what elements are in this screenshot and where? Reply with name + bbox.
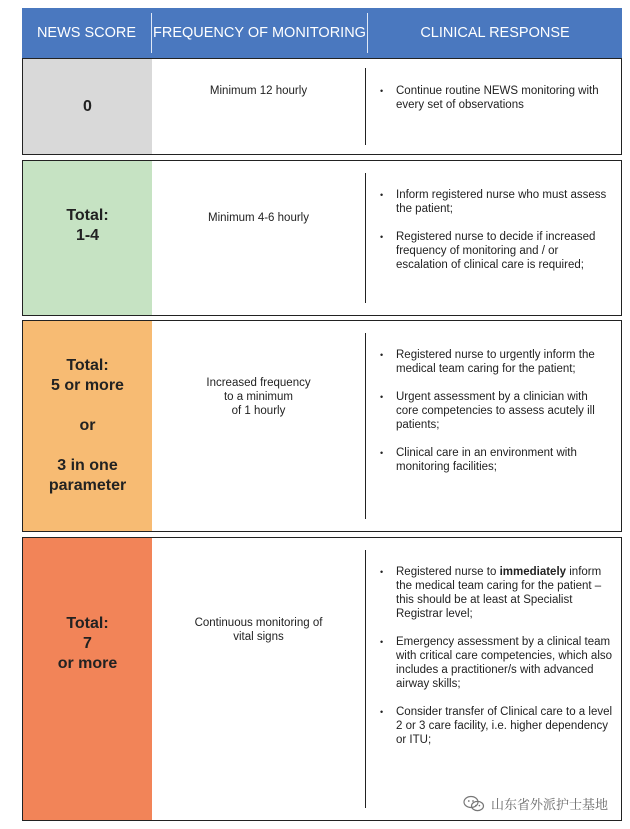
response-text: Registered nurse to <box>396 566 500 578</box>
response-item <box>379 565 613 621</box>
response-cell <box>366 538 621 820</box>
response-item: • Inform registered nurse who must assess the patient; <box>379 188 613 216</box>
score-text: 1-4 <box>75 227 100 244</box>
response-item: • Emergency assessment by a clinical team with critical care competencies, which also includes a practitioner/s with advanced airway skills; <box>379 635 613 691</box>
frequency-text: Minimum 12 hourly <box>209 85 308 97</box>
score-text: Total: <box>66 357 109 374</box>
frequency-line: Continuous monitoring of <box>194 617 323 629</box>
frequency-text: Minimum 4-6 hourly <box>208 212 309 224</box>
frequency-line: of 1 hourly <box>231 405 286 417</box>
frequency-cell <box>152 538 365 820</box>
header-news-score: NEWS SCORE <box>36 24 137 41</box>
response-item: • Clinical care in an environment with monitoring facilities; <box>379 446 613 474</box>
row-score-0 <box>22 58 622 155</box>
wechat-icon <box>463 795 485 813</box>
score-text: parameter <box>48 477 127 494</box>
score-cell <box>23 161 152 315</box>
response-item: • Registered nurse to urgently inform the medical team caring for the patient; <box>379 348 613 376</box>
table-header <box>22 8 622 58</box>
score-text: 5 or more <box>51 377 124 394</box>
score-text: Total: <box>66 207 109 224</box>
response-item: • Registered nurse to decide if increased frequency of monitoring and / or escalation of clinical care is required; <box>379 230 613 272</box>
row-score-1-4 <box>22 160 622 316</box>
frequency-line: to a minimum <box>223 391 293 403</box>
response-item: • Continue routine NEWS monitoring with every set of observations <box>379 84 613 112</box>
response-cell <box>366 161 621 315</box>
score-text: 7 <box>83 635 92 652</box>
frequency-line: vital signs <box>233 631 284 643</box>
response-cell <box>366 321 621 531</box>
score-cell <box>23 321 152 531</box>
frequency-cell <box>152 161 365 315</box>
score-cell <box>23 538 152 820</box>
row-score-5-or-more <box>22 320 622 532</box>
header-clinical-response: CLINICAL RESPONSE <box>420 24 570 41</box>
score-text: or <box>79 417 96 434</box>
response-text: inform the medical team caring for the patient – this should be at least at Specialist Registrar level; <box>396 566 602 620</box>
response-emphasis: immediately <box>499 566 567 578</box>
frequency-cell <box>152 321 365 531</box>
frequency-text <box>195 616 323 644</box>
response-cell <box>366 59 621 154</box>
frequency-line: Increased frequency <box>206 377 311 389</box>
row-score-7-or-more <box>22 537 622 821</box>
watermark-text: 山东省外派护士基地 <box>490 797 608 812</box>
score-text: or more <box>57 655 118 672</box>
frequency-text <box>206 376 310 418</box>
watermark <box>463 794 608 813</box>
frequency-cell <box>152 59 365 154</box>
score-text: 3 in one <box>57 457 118 474</box>
response-item: • Urgent assessment by a clinician with core competencies to assess acutely ill patients; <box>379 390 613 432</box>
score-text: Total: <box>66 615 109 632</box>
score-cell <box>23 59 152 154</box>
header-frequency: FREQUENCY OF MONITORING <box>153 24 366 41</box>
response-item: • Consider transfer of Clinical care to a level 2 or 3 care facility, i.e. higher dependency or ITU; <box>379 705 613 747</box>
score-text: 0 <box>83 97 92 115</box>
